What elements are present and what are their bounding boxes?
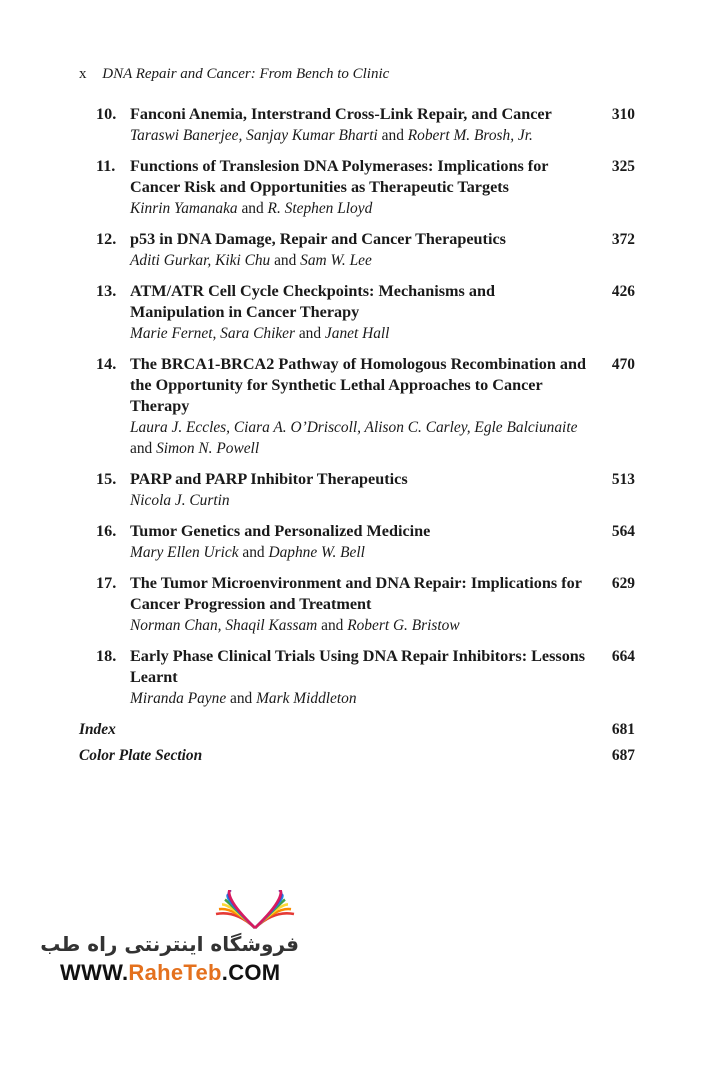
chapter-page-number: 372 — [611, 231, 635, 248]
watermark-logo — [40, 890, 303, 990]
toc-entry — [0, 646, 712, 709]
author-connector: and — [237, 200, 268, 217]
watermark-url-prefix: WWW. — [60, 960, 129, 985]
author-names: Aditi Gurkar, Kiki Chu — [130, 252, 271, 269]
chapter-title: ATM/ATR Cell Cycle Checkpoints: Mechanisms and Manipulation in Cancer Therapy — [130, 282, 495, 321]
chapter-authors — [130, 490, 590, 511]
chapter-number: 11. — [96, 157, 116, 175]
author-names: Norman Chan, Shaqil Kassam — [130, 617, 318, 634]
chapter-number: 10. — [96, 105, 117, 123]
author-names: Daphne W. Bell — [268, 544, 365, 561]
chapter-authors — [130, 250, 590, 271]
chapter-authors — [130, 198, 590, 219]
chapter-page-number: 564 — [611, 523, 635, 540]
open-book-icon — [214, 890, 296, 930]
toc-entry — [0, 469, 712, 511]
toc-entry — [0, 573, 712, 636]
chapter-page-number: 325 — [611, 158, 635, 175]
table-of-contents — [0, 104, 712, 771]
author-connector: and — [270, 252, 301, 269]
toc-entries — [0, 104, 712, 709]
author-names: Janet Hall — [324, 325, 390, 342]
chapter-page-number: 629 — [611, 575, 635, 592]
chapter-title: Tumor Genetics and Personalized Medicine — [130, 522, 431, 540]
chapter-number: 15. — [96, 470, 117, 488]
toc-entry — [0, 156, 712, 219]
toc-entry — [0, 229, 712, 271]
author-names: Mark Middleton — [256, 690, 357, 707]
author-names: R. Stephen Lloyd — [267, 200, 373, 217]
toc-entry — [0, 354, 712, 459]
toc-entry — [0, 104, 712, 146]
toc-entry — [0, 521, 712, 563]
watermark-url-brand: RaheTeb — [128, 960, 222, 985]
author-connector: and — [238, 544, 269, 561]
author-names: Laura J. Eccles, Ciara A. O’Driscoll, Alison C. Carley, Egle Balciunaite — [130, 419, 578, 436]
watermark-url-suffix: .COM — [221, 960, 281, 985]
author-names: Robert M. Brosh, Jr. — [407, 127, 533, 144]
chapter-number: 17. — [96, 574, 117, 592]
chapter-page-number: 513 — [611, 471, 635, 488]
author-names: Marie Fernet, Sara Chiker — [130, 325, 295, 342]
author-names: Simon N. Powell — [156, 440, 260, 457]
chapter-page-number: 310 — [611, 106, 635, 123]
chapter-number: 14. — [96, 355, 117, 373]
chapter-title: Fanconi Anemia, Interstrand Cross-Link Repair, and Cancer — [130, 105, 552, 123]
author-connector: and — [377, 127, 408, 144]
back-matter-entry — [0, 745, 712, 771]
chapter-title: Functions of Translesion DNA Polymerases: Implications for Cancer Risk and Opportunities as Therapeutic Targets — [130, 157, 549, 196]
author-connector: and — [226, 690, 257, 707]
author-connector: and — [295, 325, 325, 342]
chapter-authors — [130, 615, 590, 636]
toc-entry — [0, 281, 712, 344]
chapter-title: p53 in DNA Damage, Repair and Cancer Therapeutics — [130, 230, 506, 248]
chapter-title: Early Phase Clinical Trials Using DNA Repair Inhibitors: Lessons Learnt — [130, 647, 586, 686]
chapter-authors — [130, 323, 590, 344]
back-matter-label: Index — [79, 721, 116, 738]
chapter-number: 13. — [96, 282, 117, 300]
chapter-authors — [130, 417, 590, 459]
chapter-number: 12. — [96, 230, 117, 248]
toc-back-matter — [0, 719, 712, 771]
running-head — [79, 66, 389, 83]
back-matter-label: Color Plate Section — [79, 747, 203, 764]
back-matter-page-number: 687 — [611, 747, 635, 764]
author-connector: and — [130, 440, 157, 457]
chapter-title: The BRCA1-BRCA2 Pathway of Homologous Recombination and the Opportunity for Synthetic Lethal Approaches to Cancer Therapy — [130, 355, 586, 415]
author-names: Taraswi Banerjee, Sanjay Kumar Bharti — [130, 127, 378, 144]
chapter-number: 18. — [96, 647, 117, 665]
chapter-title: The Tumor Microenvironment and DNA Repair: Implications for Cancer Progression and Treatment — [130, 574, 582, 613]
author-names: Kinrin Yamanaka — [130, 200, 238, 217]
chapter-authors — [130, 542, 590, 563]
chapter-page-number: 426 — [611, 283, 635, 300]
author-names: Robert G. Bristow — [347, 617, 460, 634]
author-names: Mary Ellen Urick — [130, 544, 239, 561]
author-connector: and — [317, 617, 348, 634]
author-names: Miranda Payne — [130, 690, 227, 707]
watermark-url — [60, 960, 280, 986]
back-matter-entry — [0, 719, 712, 745]
chapter-authors — [130, 688, 590, 709]
chapter-number: 16. — [96, 522, 117, 540]
book-title: DNA Repair and Cancer: From Bench to Clinic — [102, 66, 390, 82]
author-names: Sam W. Lee — [300, 252, 372, 269]
watermark-persian-text: فروشگاه اینترنتی راه طب — [40, 932, 299, 956]
page-number: x — [79, 66, 87, 82]
chapter-page-number: 470 — [611, 356, 635, 373]
author-names: Nicola J. Curtin — [130, 492, 230, 509]
chapter-page-number: 664 — [611, 648, 635, 665]
chapter-title: PARP and PARP Inhibitor Therapeutics — [130, 470, 408, 488]
back-matter-page-number: 681 — [611, 721, 635, 738]
chapter-authors — [130, 125, 590, 146]
